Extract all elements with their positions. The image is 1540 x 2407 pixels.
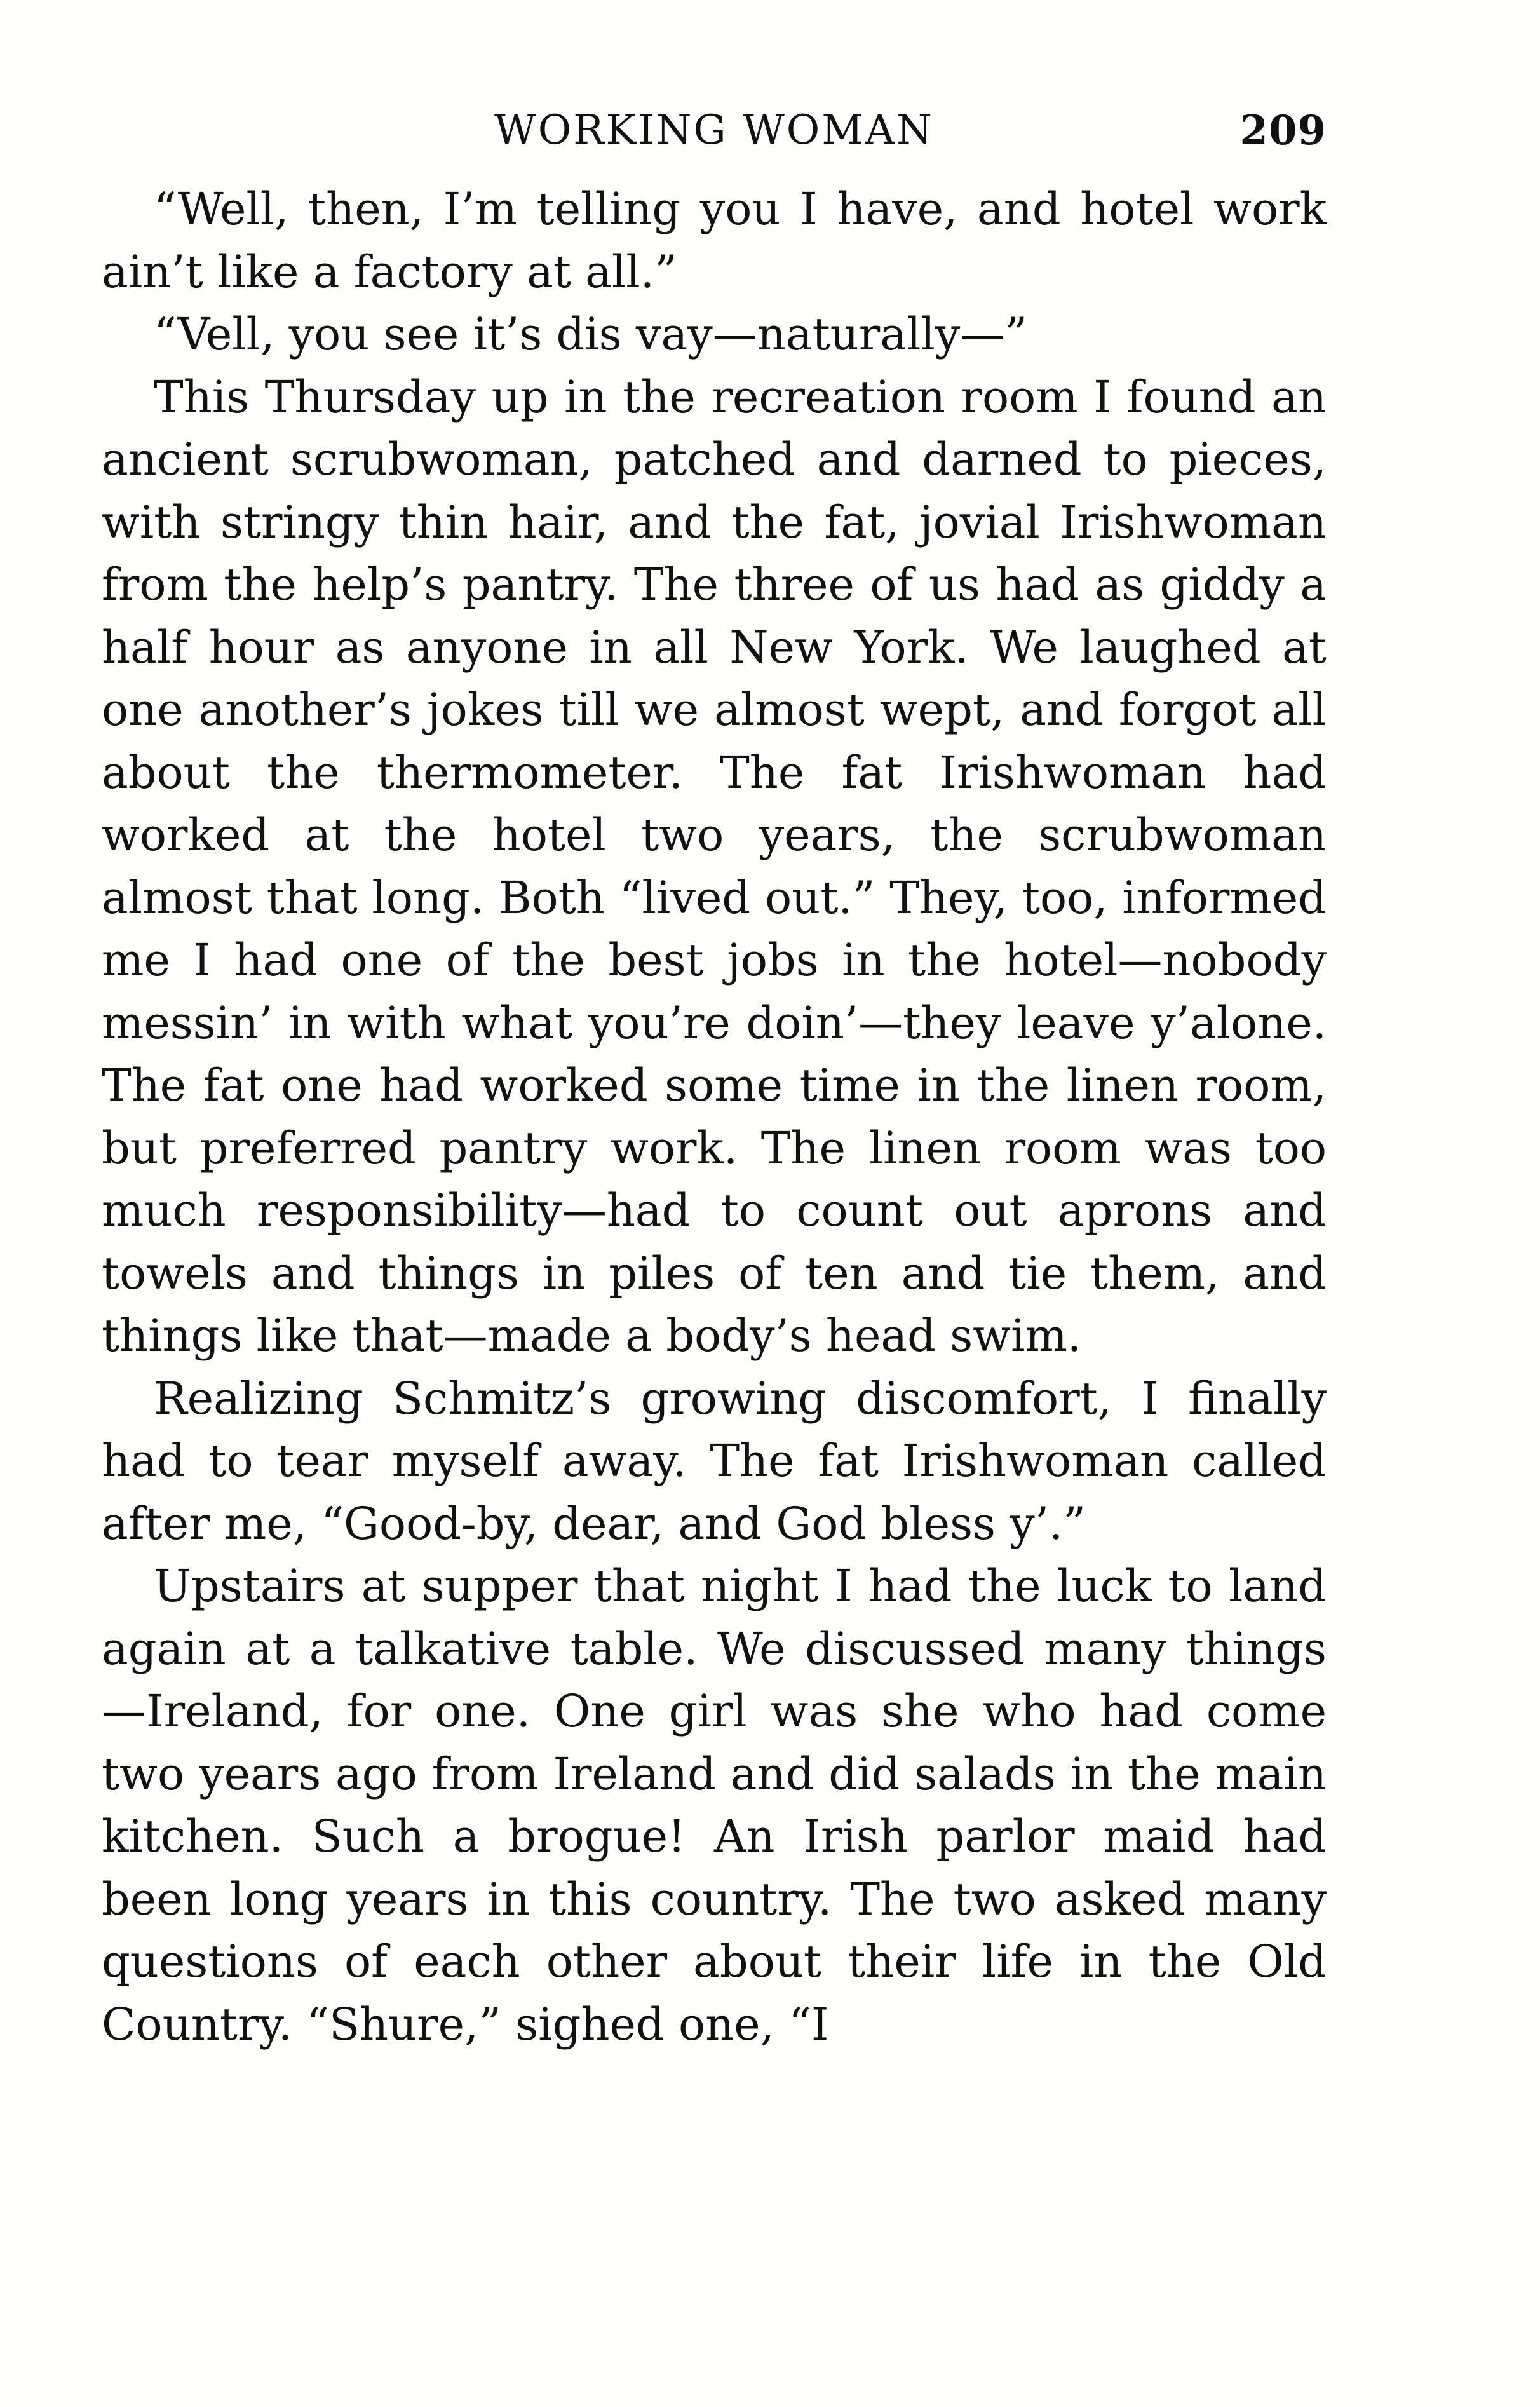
paragraph: “Vell, you see it’s dis vay—naturally—” (154, 308, 1028, 360)
paragraph: Upstairs at supper that night I had the luck to land again at a talkative table. We discussed many things—Ireland, for one. One girl was she who had come two years ago from Ireland and did salads in the main kitchen. Such a brogue! An Irish parlor maid had been long years in this country. The two asked many questions of each other about their life in the Old Country. “Shure,” sighed one, “I (102, 1560, 1327, 2051)
paragraph: Realizing Schmitz’s growing discomfort, I finally had to tear myself away. The fat Irishwoman called after me, “Good-by, dear, and God bless y’.” (102, 1372, 1327, 1550)
paragraph: “Well, then, I’m telling you I have, and hotel work ain’t like a factory at all.” (102, 183, 1327, 298)
paragraph: This Thursday up in the recreation room I found an ancient scrubwoman, patched and darned to pieces, with stringy thin hair, and the fat, jovial Irishwoman from the help’s pantry. The three of us had as giddy a half hour as anyone in all New York. We laughed at one another’s jokes till we almost wept, and forgot all about the thermometer. The fat Irishwoman had worked at the hotel two years, the scrubwoman almost that long. Both “lived out.” They, too, informed me I had one of the best jobs in the hotel—nobody messin’ in with what you’re doin’—they leave y’alone. The fat one had worked some time in the linen room, but preferred pantry work. The linen room was too much responsibility—had to count out aprons and towels and things in piles of ten and tie them, and things like that—made a body’s head swim. (102, 370, 1327, 1362)
running-title: WORKING WOMAN (494, 107, 934, 154)
page-number: 209 (1239, 107, 1327, 154)
running-head (102, 95, 1327, 165)
body-text (102, 178, 1327, 2056)
